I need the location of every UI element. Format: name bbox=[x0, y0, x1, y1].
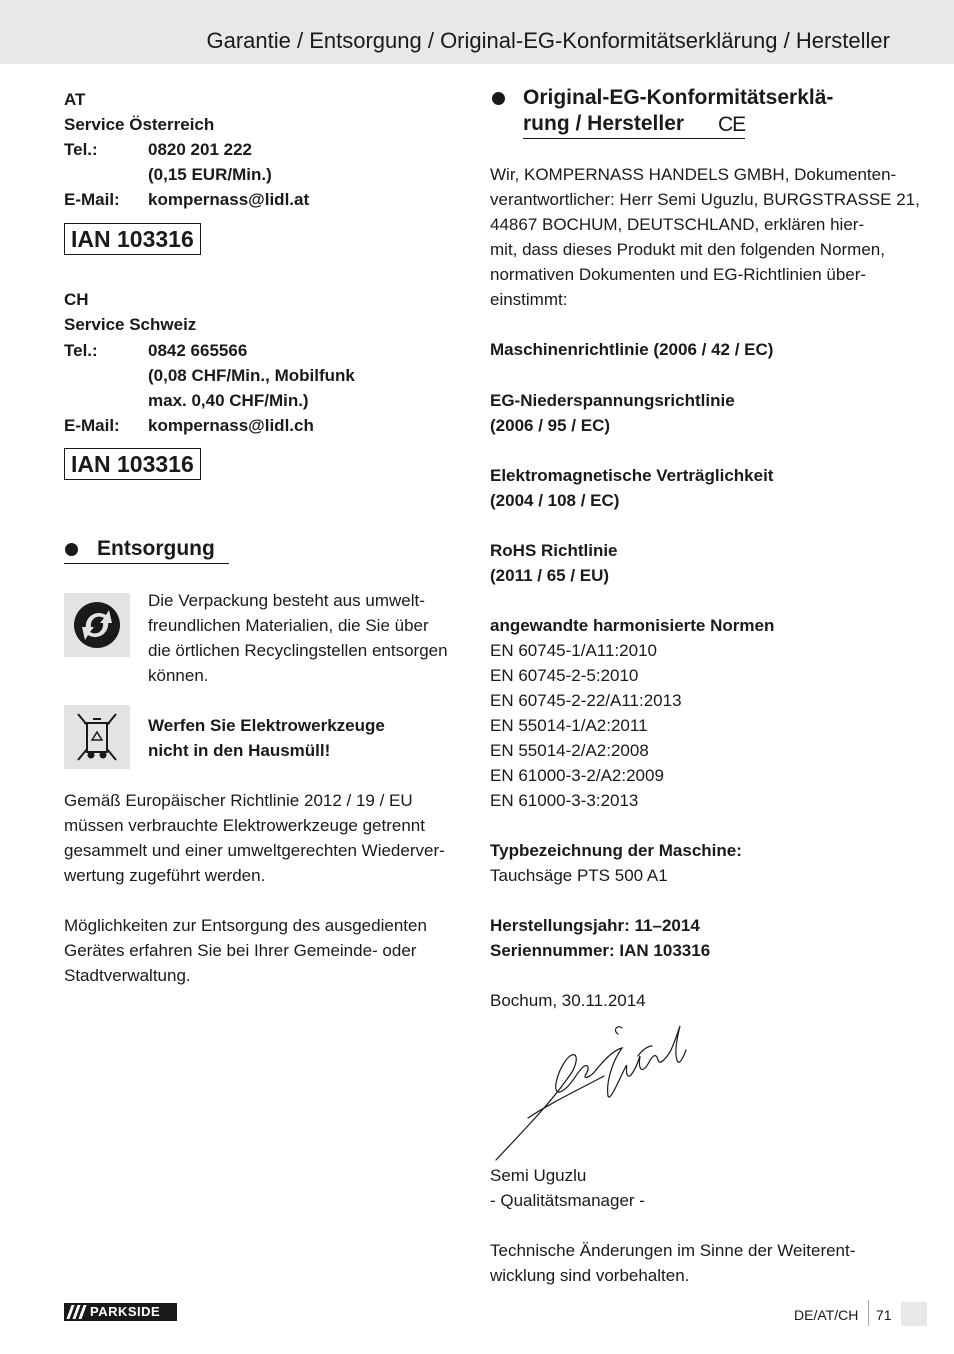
recycle-text-line: die örtlichen Recyclingstellen entsorgen bbox=[148, 641, 448, 660]
disposal-heading-underline bbox=[64, 563, 229, 564]
parkside-logo bbox=[64, 1303, 177, 1321]
at-email-label: E-Mail: bbox=[64, 190, 120, 209]
ce-mark-icon: CE bbox=[718, 113, 746, 136]
page-title: Garantie / Entsorgung / Original-EG-Konformitätserklärung / Hersteller bbox=[206, 28, 890, 53]
footnote-line: Technische Änderungen im Sinne der Weiterent- bbox=[490, 1241, 856, 1260]
directive-emc-line-2: (2004 / 108 / EC) bbox=[490, 491, 620, 510]
at-service-name: Service Österreich bbox=[64, 115, 215, 134]
signature-image bbox=[492, 1022, 692, 1169]
declaration-intro-line: 44867 BOCHUM, DEUTSCHLAND, erklären hier- bbox=[490, 215, 865, 234]
at-tel-note: (0,15 EUR/Min.) bbox=[148, 165, 272, 184]
at-email[interactable]: kompernass@lidl.at bbox=[148, 190, 310, 209]
directive-lvd-line-1: EG-Niederspannungsrichtlinie bbox=[490, 391, 735, 410]
declaration-heading-line-1: Original-EG-Konformitätserklä- bbox=[523, 86, 834, 109]
section-bullet-icon bbox=[65, 543, 78, 556]
ch-tel-note-1: (0,08 CHF/Min., Mobilfunk bbox=[148, 366, 355, 385]
disposal-paragraph-line: Gemäß Europäischer Richtlinie 2012 / 19 / EU bbox=[64, 791, 413, 810]
ch-tel-note-2: max. 0,40 CHF/Min.) bbox=[148, 391, 309, 410]
standard-item: EN 55014-1/A2:2011 bbox=[490, 716, 648, 735]
at-ian-box: IAN 103316 bbox=[64, 223, 201, 255]
disposal-paragraph-line: Gerätes erfahren Sie bei Ihrer Gemeinde- oder bbox=[64, 941, 417, 960]
footnote-line: wicklung sind vorbehalten. bbox=[490, 1266, 690, 1285]
signer-name: Semi Uguzlu bbox=[490, 1166, 587, 1185]
page-number: 71 bbox=[876, 1307, 892, 1323]
ch-service-name: Service Schweiz bbox=[64, 315, 197, 334]
at-tel-label: Tel.: bbox=[64, 140, 98, 159]
section-bullet-icon bbox=[492, 92, 505, 105]
standards-heading: angewandte harmonisierte Normen bbox=[490, 616, 775, 635]
recycle-icon bbox=[64, 593, 130, 657]
standard-item: EN 60745-1/A11:2010 bbox=[490, 641, 657, 660]
standard-item: EN 61000-3-3:2013 bbox=[490, 791, 639, 810]
disposal-paragraph-line: wertung zugeführt werden. bbox=[64, 866, 266, 885]
recycle-text-line: können. bbox=[148, 666, 209, 685]
directive-lvd-line-2: (2006 / 95 / EC) bbox=[490, 416, 611, 435]
manufacture-year: Herstellungsjahr: 11–2014 bbox=[490, 916, 700, 935]
brand-name: PARKSIDE bbox=[90, 1304, 161, 1319]
ch-email-label: E-Mail: bbox=[64, 416, 120, 435]
ch-email[interactable]: kompernass@lidl.ch bbox=[148, 416, 314, 435]
page-tab-marker bbox=[901, 1302, 927, 1326]
serial-number: Seriennummer: IAN 103316 bbox=[490, 941, 711, 960]
at-tel-number: 0820 201 222 bbox=[148, 140, 252, 159]
weee-warning-line: nicht in den Hausmüll! bbox=[148, 741, 331, 760]
recycle-text-line: freundlichen Materialien, die Sie über bbox=[148, 616, 429, 635]
standard-item: EN 60745-2-22/A11:2013 bbox=[490, 691, 682, 710]
declaration-heading-line-2: rung / Hersteller bbox=[523, 112, 685, 135]
disposal-paragraph-line: gesammelt und einer umweltgerechten Wiederver- bbox=[64, 841, 445, 860]
declaration-intro-line: mit, dass dieses Produkt mit den folgenden Normen, bbox=[490, 240, 885, 259]
weee-warning-line: Werfen Sie Elektrowerkzeuge bbox=[148, 716, 385, 735]
disposal-paragraph-line: Stadtverwaltung. bbox=[64, 966, 191, 985]
ch-ian-box: IAN 103316 bbox=[64, 448, 201, 480]
at-country: AT bbox=[64, 90, 86, 109]
ch-tel-label: Tel.: bbox=[64, 341, 98, 360]
recycle-text-line: Die Verpackung besteht aus umwelt- bbox=[148, 591, 425, 610]
standard-item: EN 55014-2/A2:2008 bbox=[490, 741, 649, 760]
directive-emc-line-1: Elektromagnetische Verträglichkeit bbox=[490, 466, 774, 485]
ch-country: CH bbox=[64, 290, 89, 309]
declaration-heading-underline bbox=[523, 138, 745, 139]
disposal-paragraph-line: Möglichkeiten zur Entsorgung des ausgedienten bbox=[64, 916, 427, 935]
signer-role: - Qualitätsmanager - bbox=[490, 1191, 645, 1210]
declaration-intro-line: einstimmt: bbox=[490, 290, 568, 309]
declaration-intro-line: verantwortlicher: Herr Semi Uguzlu, BURGSTRASSE 21, bbox=[490, 190, 920, 209]
declaration-intro-line: normativen Dokumenten und EG-Richtlinien über- bbox=[490, 265, 867, 284]
directive-rohs-line-1: RoHS Richtlinie bbox=[490, 541, 618, 560]
directive-rohs-line-2: (2011 / 65 / EU) bbox=[490, 566, 610, 585]
disposal-heading: Entsorgung bbox=[97, 537, 215, 560]
disposal-paragraph-line: müssen verbrauchte Elektrowerkzeuge getrennt bbox=[64, 816, 425, 835]
ch-tel-number: 0842 665566 bbox=[148, 341, 248, 360]
standard-item: EN 61000-3-2/A2:2009 bbox=[490, 766, 664, 785]
place-date: Bochum, 30.11.2014 bbox=[490, 991, 646, 1010]
footer-countries: DE/AT/CH bbox=[794, 1307, 859, 1323]
crossed-bin-icon bbox=[64, 705, 130, 769]
declaration-intro-line: Wir, KOMPERNASS HANDELS GMBH, Dokumenten- bbox=[490, 165, 897, 184]
type-designation-label: Typbezeichnung der Maschine: bbox=[490, 841, 742, 860]
standard-item: EN 60745-2-5:2010 bbox=[490, 666, 639, 685]
footer-divider bbox=[868, 1300, 869, 1326]
type-designation-value: Tauchsäge PTS 500 A1 bbox=[490, 866, 668, 885]
directive-machinery: Maschinenrichtlinie (2006 / 42 / EC) bbox=[490, 340, 774, 359]
